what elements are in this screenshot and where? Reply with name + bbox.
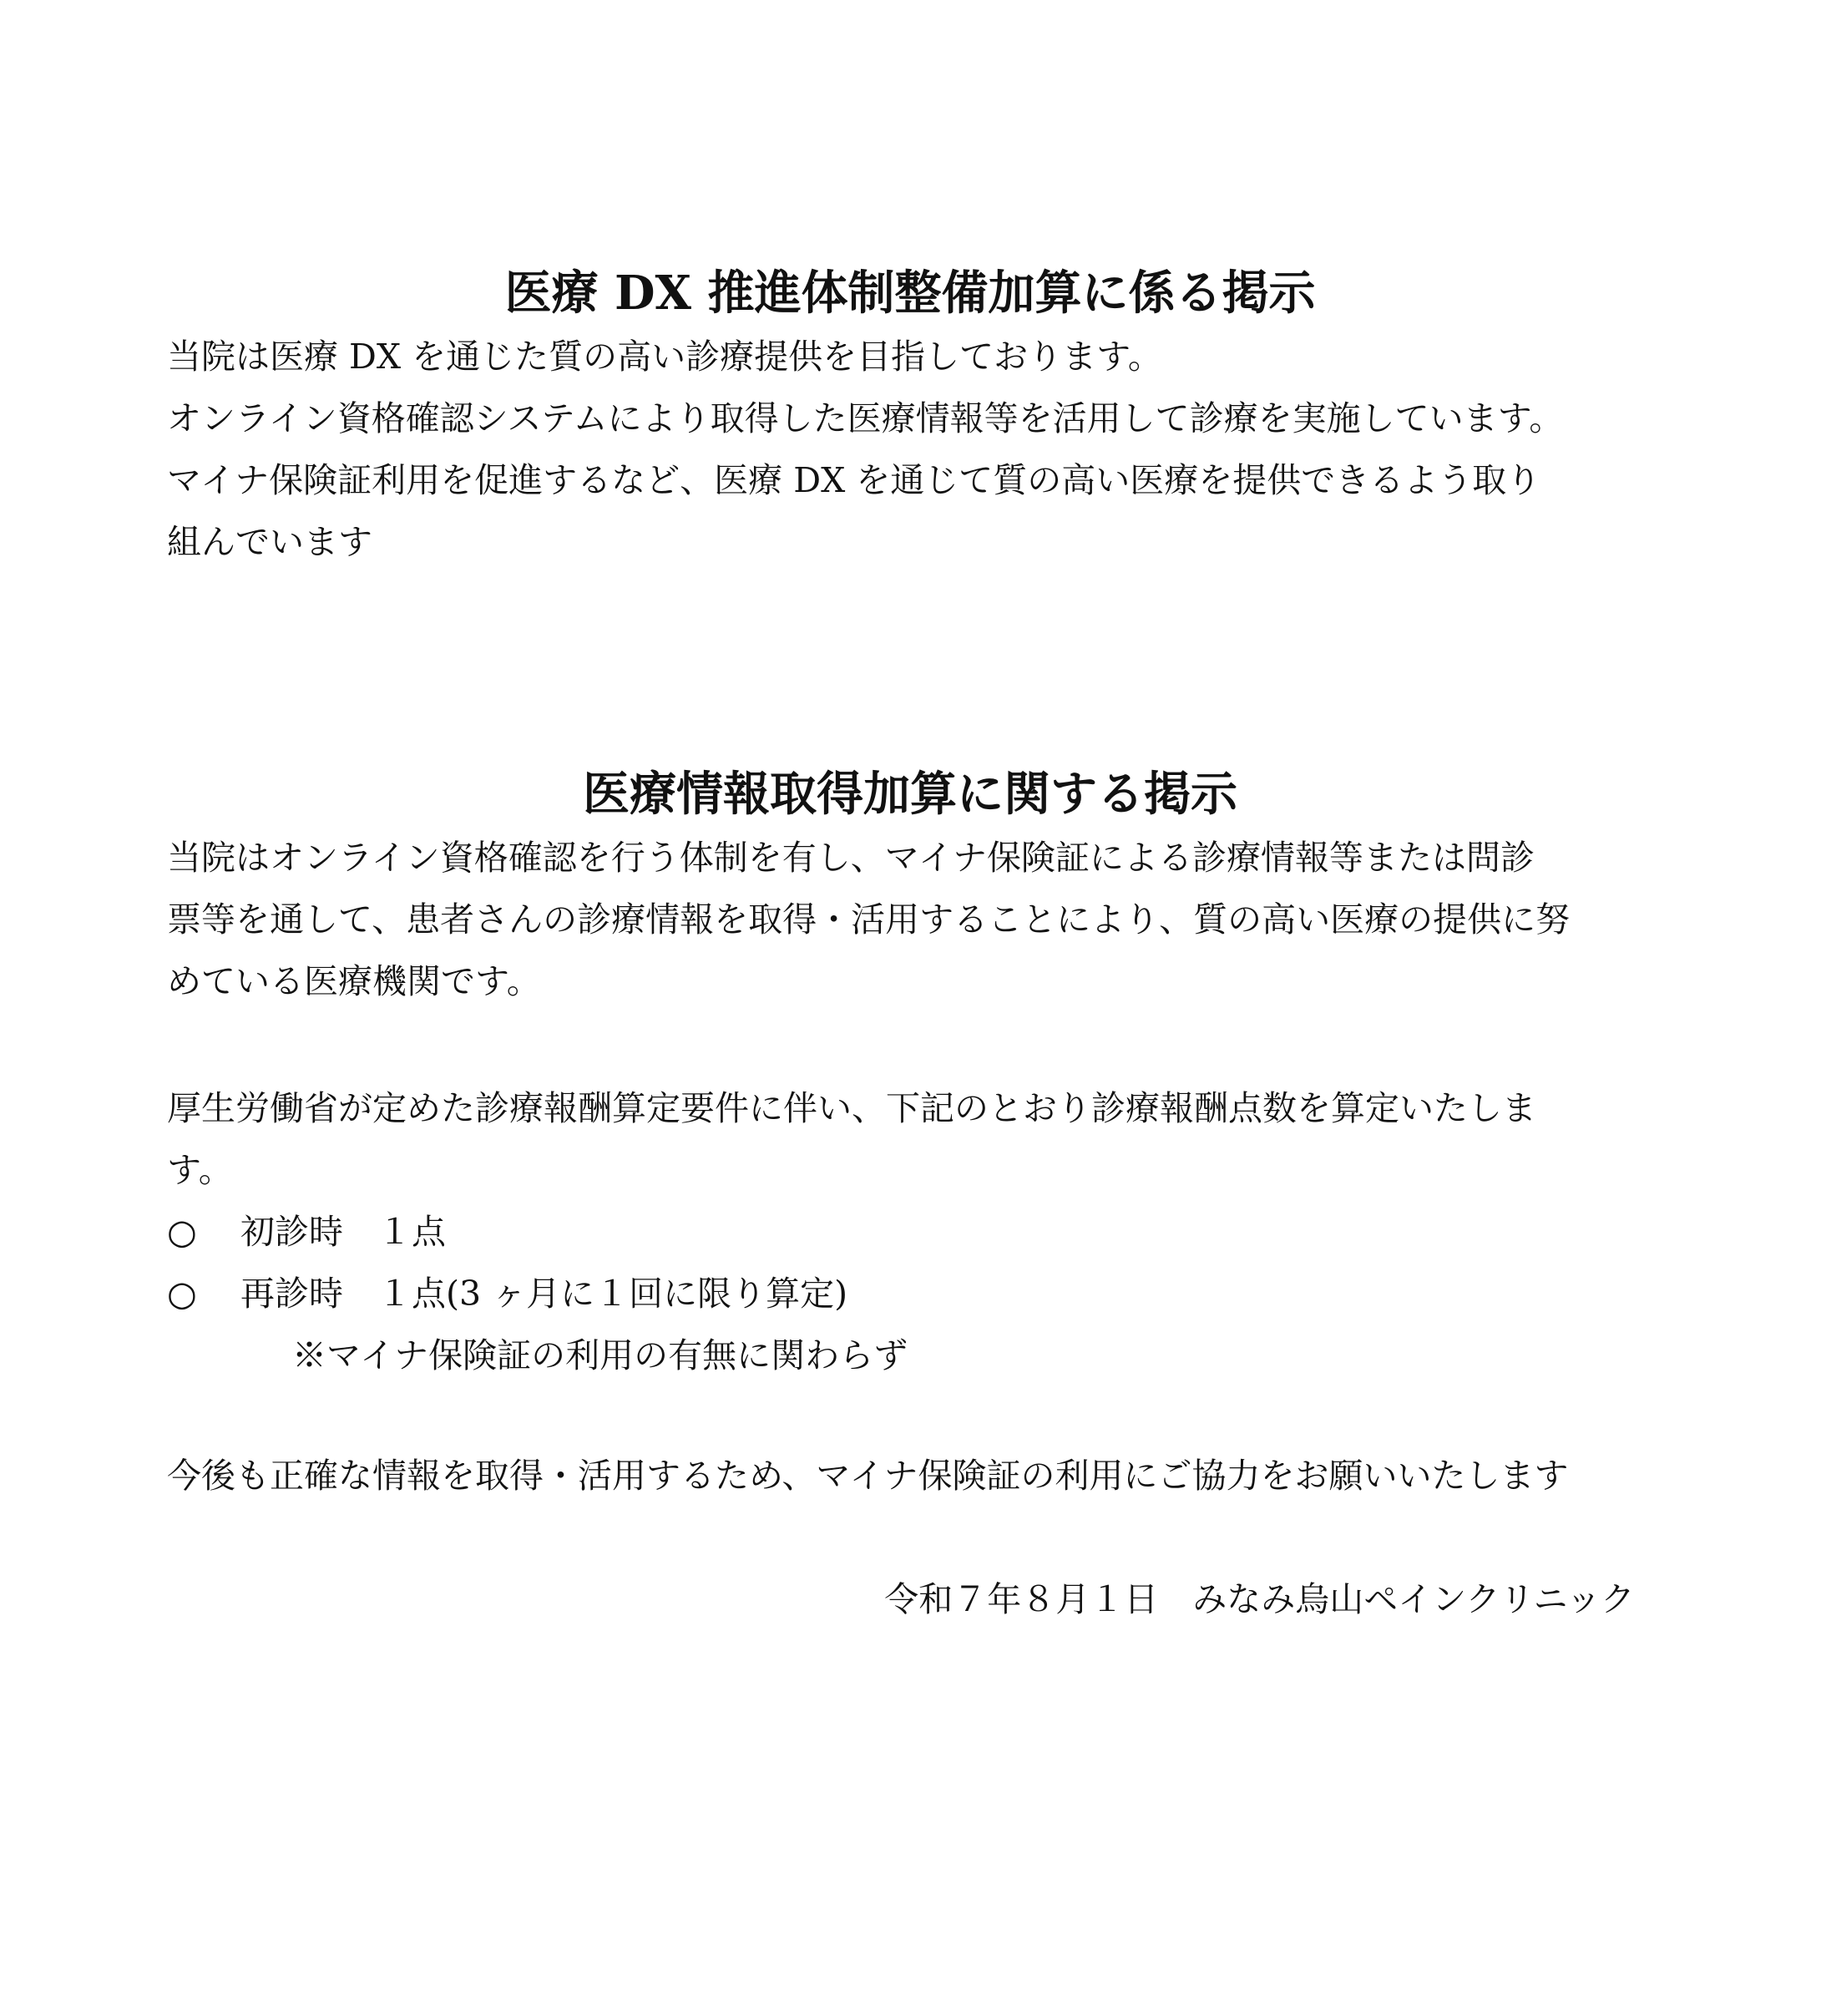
section2-intro-line: 当院はオンライン資格確認を行う体制を有し、マイナ保険証による診療情報等または問診 <box>167 838 1535 878</box>
section2-title: 医療情報取得加算に関する掲示 <box>583 766 1237 822</box>
notice-page <box>167 0 1670 2016</box>
circle-bullet-icon: ○ <box>167 1212 197 1252</box>
points-list <box>167 1201 1670 1386</box>
section1-title: 医療 DX 推進体制整備加算に係る掲示 <box>504 265 1316 321</box>
section2-intro-line: 票等を通して、患者さんの診療情報を取得・活用することにより、質の高い医療の提供に努 <box>167 899 1571 940</box>
section1-line: 組んでいます <box>167 522 372 562</box>
circle-bullet-icon: ○ <box>167 1274 197 1314</box>
section1-body <box>167 326 1670 573</box>
date-and-clinic-signature: 令和７年８月１日 みなみ烏山ペインクリニック <box>884 1579 1635 1619</box>
section2-intro <box>167 827 1670 1012</box>
list-item-text: 再診時 １点(3 ヶ月に１回に限り算定) <box>240 1274 848 1314</box>
section1-line: マイナ保険証利用を促進するなど、医療 DX を通じて質の高い医療を提供できるよう取り <box>167 460 1541 500</box>
closing-line: 今後も正確な情報を取得・活用するため、マイナ保険証の利用にご協力をお願いいたします <box>167 1456 1569 1496</box>
section1-line: 当院は医療 DX を通じた質の高い診療提供を目指しております。 <box>167 337 1162 377</box>
list-note: ※マイナ保険証の利用の有無に関わらず <box>292 1335 908 1375</box>
closing-statement <box>167 1445 1670 1507</box>
section2-intro-line: めている医療機関です。 <box>167 961 541 1001</box>
list-item-text: 初診時 １点 <box>240 1212 446 1252</box>
list-item <box>167 1201 1670 1263</box>
section1-line: オンライン資格確認システムにより取得した医療情報等を活用して診療を実施しています。 <box>167 398 1564 438</box>
calculation-line: 厚生労働省が定めた診療報酬算定要件に伴い、下記のとおり診療報酬点数を算定いたしま <box>167 1088 1536 1128</box>
calculation-line: す。 <box>167 1150 233 1190</box>
list-item <box>167 1263 1670 1325</box>
calculation-statement <box>167 1077 1670 1201</box>
